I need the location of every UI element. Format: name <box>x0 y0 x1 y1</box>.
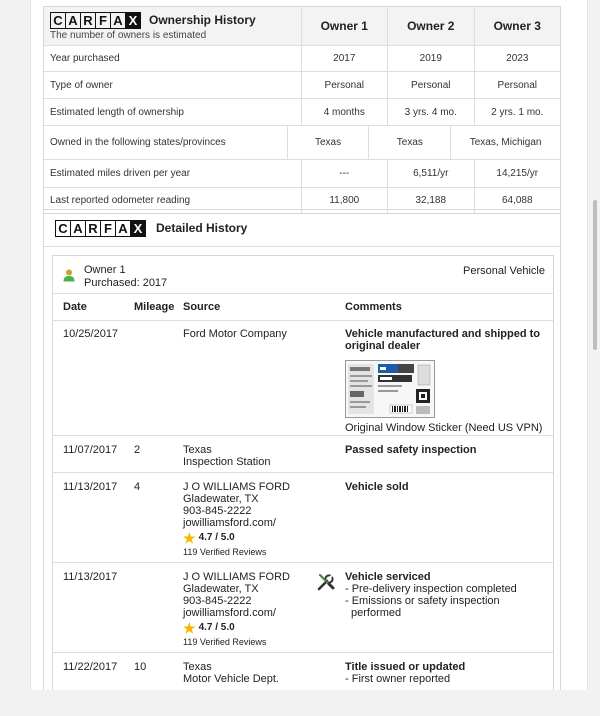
mileage-column-header: Mileage <box>134 301 175 313</box>
record-source <box>183 571 308 648</box>
record-mileage: 10 <box>134 661 147 673</box>
row-value: Personal <box>474 72 561 98</box>
record-source <box>183 444 308 468</box>
comment-line: performed <box>351 607 402 619</box>
record-comments <box>345 661 550 685</box>
record-date: 10/25/2017 <box>63 328 119 340</box>
row-value: Personal <box>387 72 474 98</box>
source-line: Texas <box>183 444 212 456</box>
row-value: 6,511/yr <box>387 160 474 187</box>
row-value: Texas <box>368 126 450 159</box>
detailed-history-title: Detailed History <box>156 221 248 235</box>
record-date: 11/13/2017 <box>63 571 118 583</box>
row-value: 2017 <box>301 46 388 71</box>
ownership-title: Ownership History <box>149 13 256 27</box>
dealer-rating <box>183 532 308 544</box>
row-label: Owned in the following states/provinces <box>50 137 226 148</box>
record-comments <box>345 571 550 619</box>
ownership-row <box>44 125 560 159</box>
carfax-logo: C A R F A X <box>55 220 146 237</box>
row-value: Texas <box>287 126 369 159</box>
carfax-logo: C A R F A X <box>50 12 141 29</box>
window-sticker-link[interactable]: Original Window Sticker (Need US VPN) <box>345 422 543 434</box>
record-comment-title: Vehicle serviced <box>345 571 431 583</box>
record-comment-title: Title issued or updated <box>345 661 466 673</box>
table-row <box>53 473 553 563</box>
record-comment-title: Vehicle manufactured and shipped to original dealer <box>345 328 540 352</box>
rating-value: 4.7 / 5.0 <box>198 532 235 543</box>
person-icon <box>63 269 75 282</box>
row-value: Personal <box>301 72 388 98</box>
row-value: 3 yrs. 4 mo. <box>387 99 474 125</box>
record-comment-title: Vehicle sold <box>345 481 409 493</box>
source-line: Inspection Station <box>183 456 271 468</box>
source-column-header: Source <box>183 301 221 313</box>
comment-line: - Pre-delivery inspection completed <box>345 583 517 595</box>
ownership-row <box>44 71 560 98</box>
ownership-title-cell <box>44 12 301 41</box>
owner-history-card <box>52 255 554 690</box>
history-table-header <box>53 293 553 321</box>
ownership-history-table <box>43 6 561 214</box>
record-mileage: 4 <box>134 481 141 493</box>
record-source: Ford Motor Company <box>183 328 287 340</box>
dealer-location: Gladewater, TX <box>183 583 259 595</box>
wrench-screwdriver-icon <box>316 572 336 592</box>
owner-name: Owner 1 <box>84 264 126 276</box>
owner-column-header: Owner 1 <box>301 7 388 45</box>
source-line: Motor Vehicle Dept. <box>183 673 279 685</box>
ownership-row <box>44 98 560 125</box>
ownership-header-row <box>44 7 560 45</box>
comments-column-header: Comments <box>345 301 402 313</box>
scrollbar[interactable] <box>593 200 597 350</box>
dealer-location: Gladewater, TX <box>183 493 259 505</box>
record-mileage: 2 <box>134 444 141 456</box>
row-label: Estimated miles driven per year <box>50 168 191 179</box>
row-value: 4 months <box>301 99 388 125</box>
row-value: --- <box>301 160 388 187</box>
detailed-history-header <box>44 210 560 247</box>
owner-column-header: Owner 2 <box>387 7 474 45</box>
dealer-name: J O WILLIAMS FORD <box>183 571 290 583</box>
vehicle-type: Personal Vehicle <box>463 265 545 277</box>
table-row <box>53 320 553 436</box>
detailed-history-section <box>43 209 561 690</box>
star-icon: ★ <box>183 530 196 546</box>
ownership-row <box>44 45 560 71</box>
verified-reviews-link[interactable]: 119 Verified Reviews <box>183 547 267 557</box>
comment-line: - First owner reported <box>345 673 451 685</box>
record-date: 11/07/2017 <box>63 444 118 456</box>
record-source <box>183 661 308 685</box>
record-date: 11/22/2017 <box>63 661 118 673</box>
table-row <box>53 436 553 473</box>
window-sticker-thumbnail[interactable] <box>345 360 435 418</box>
dealer-phone[interactable]: 903-845-2222 <box>183 595 252 607</box>
ownership-row <box>44 159 560 187</box>
row-value: 2023 <box>474 46 561 71</box>
row-value: Texas, Michigan <box>450 126 560 159</box>
row-value: 11,800 <box>301 188 388 213</box>
row-label: Estimated length of ownership <box>50 106 184 118</box>
comment-line: - Emissions or safety inspection <box>345 595 500 607</box>
row-value: 2019 <box>387 46 474 71</box>
window-sticker-image <box>346 361 434 417</box>
table-row <box>53 563 553 653</box>
verified-reviews-link[interactable]: 119 Verified Reviews <box>183 637 267 647</box>
row-value: 14,215/yr <box>474 160 561 187</box>
dealer-rating <box>183 622 308 634</box>
owner-column-header: Owner 3 <box>474 7 561 45</box>
row-label: Year purchased <box>50 53 120 64</box>
ownership-subtitle: The number of owners is estimated <box>50 29 207 41</box>
dealer-phone[interactable]: 903-845-2222 <box>183 505 252 517</box>
owner-purchased: Purchased: 2017 <box>84 277 168 289</box>
rating-value: 4.7 / 5.0 <box>198 622 235 633</box>
record-comment-title: Passed safety inspection <box>345 444 477 456</box>
source-line: Texas <box>183 661 212 673</box>
row-label: Last reported odometer reading <box>50 195 191 206</box>
bottom-bar <box>0 690 600 716</box>
record-date: 11/13/2017 <box>63 481 118 493</box>
row-value: 32,188 <box>387 188 474 213</box>
star-icon: ★ <box>183 620 196 636</box>
row-value: 2 yrs. 1 mo. <box>474 99 561 125</box>
carfax-report <box>30 0 588 690</box>
dealer-website[interactable]: jowilliamsford.com/ <box>183 517 276 529</box>
date-column-header: Date <box>63 301 87 313</box>
record-source <box>183 481 308 558</box>
row-value: 64,088 <box>474 188 561 213</box>
table-row <box>53 653 553 690</box>
dealer-name: J O WILLIAMS FORD <box>183 481 290 493</box>
row-label: Type of owner <box>50 79 113 91</box>
dealer-website[interactable]: jowilliamsford.com/ <box>183 607 276 619</box>
